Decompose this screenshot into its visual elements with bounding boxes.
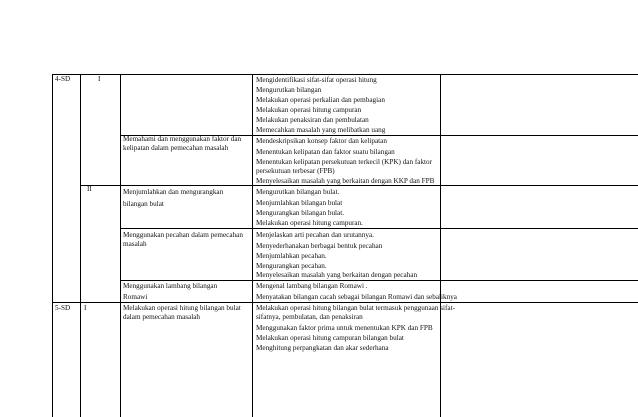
grade-cell: 4-SD [55,75,71,83]
indicator-line: Mengurutkan bilangan [256,86,322,94]
indicator-line: Mengurangkan bilangan bulat. [256,209,345,217]
indicator-line: Menyatakan bilangan cacah sebagai bilangan Romawi dan sebaliknya [256,293,457,301]
indicator-line: persekutuan terbesar (FPB) [256,167,335,175]
competency-line: dalam pemecahan masalah [123,313,201,321]
table-left-border [52,74,53,417]
competency-line: bilangan bulat [123,200,164,208]
indicator-line: Menyederhanakan berbagai bentuk pecahan [256,242,383,250]
indicator-line: Melakukan penaksiran dan pembulatan [256,116,369,124]
competency-line: masalah [123,240,147,248]
competency-line: Melakukan operasi hitung bilangan bulat [123,304,241,312]
semester-cell: II [87,185,92,193]
table-top-border [52,74,638,75]
indicator-line: Mengenal lambang bilangan Romawi . [256,282,368,290]
indicator-line: Mendeskripsikan konsep faktor dan kelipatan [256,137,387,145]
indicator-line: Menentukan kelipatan dan faktor suatu bilangan [256,148,395,156]
indicator-line: Mengurangkan pecahan. [256,262,327,270]
indicator-line: Menyelesaikan masalah yang berkaitan dengan KKP dan FPB [256,177,435,185]
indicator-line: Menghitung perpangkatan dan akar sederhana [256,344,389,352]
indicator-line: Melakukan operasi hitung campuran. [256,219,363,227]
competency-line: Menjumlahkan dan mengurangkan [123,188,224,196]
indicator-line: Melakukan operasi hitung campuran bilangan bulat [256,334,404,342]
competency-line: kelipatan dalam pemecahan masalah [123,144,229,152]
col-divider-semester [120,74,121,417]
competency-line: Memahami dan menggunakan faktor dan [123,135,242,143]
row-divider-romawi [120,280,638,281]
indicator-line: Menjumlahkan bilangan bulat [256,199,343,207]
indicator-line: Mengidentifikasi sifat-sifat operasi hitung [256,76,377,84]
competency-line: Menggunakan pecahan dalam pemecahan [123,231,243,239]
competency-line: Romawi [123,293,148,301]
indicator-line: Menyelesaikan masalah yang berkaitan dengan pecahan [256,271,418,279]
col-divider-grade [80,74,81,417]
indicator-line: sifatnya, pembulatan, dan penaksiran [256,313,363,321]
semester-cell: I [98,75,101,83]
indicator-line: Menentukan kelipatan persekutuan terkecil (KPK) dan faktor [256,158,433,166]
indicator-line: Melakukan operasi perkalian dan pembagian [256,96,385,104]
indicator-line: Mengurutkan bilangan bulat. [256,188,340,196]
indicator-line: Menjumlahkan pecahan. [256,252,327,260]
indicator-line: Melakukan operasi hitung bilangan bulat termasuk penggunaan sifat- [256,304,455,312]
semester-cell: I [84,304,87,312]
indicator-line: Menjelaskan arti pecahan dan urutannya. [256,231,374,239]
row-divider-pecahan [120,228,638,229]
competency-line: Menggunakan lambang bilangan [123,282,218,290]
indicator-line: Menggunakan faktor prima untuk menentukan KPK dan FPB [256,324,433,332]
grade-cell: 5-SD [55,304,71,312]
indicator-line: Melakukan operasi hitung campuran [256,106,362,114]
col-divider-indicator [440,74,441,417]
row-divider-5sd [52,302,638,303]
indicator-line: Memecahkan masalah yang melibatkan uang [256,126,386,134]
col-divider-competency [252,74,253,417]
